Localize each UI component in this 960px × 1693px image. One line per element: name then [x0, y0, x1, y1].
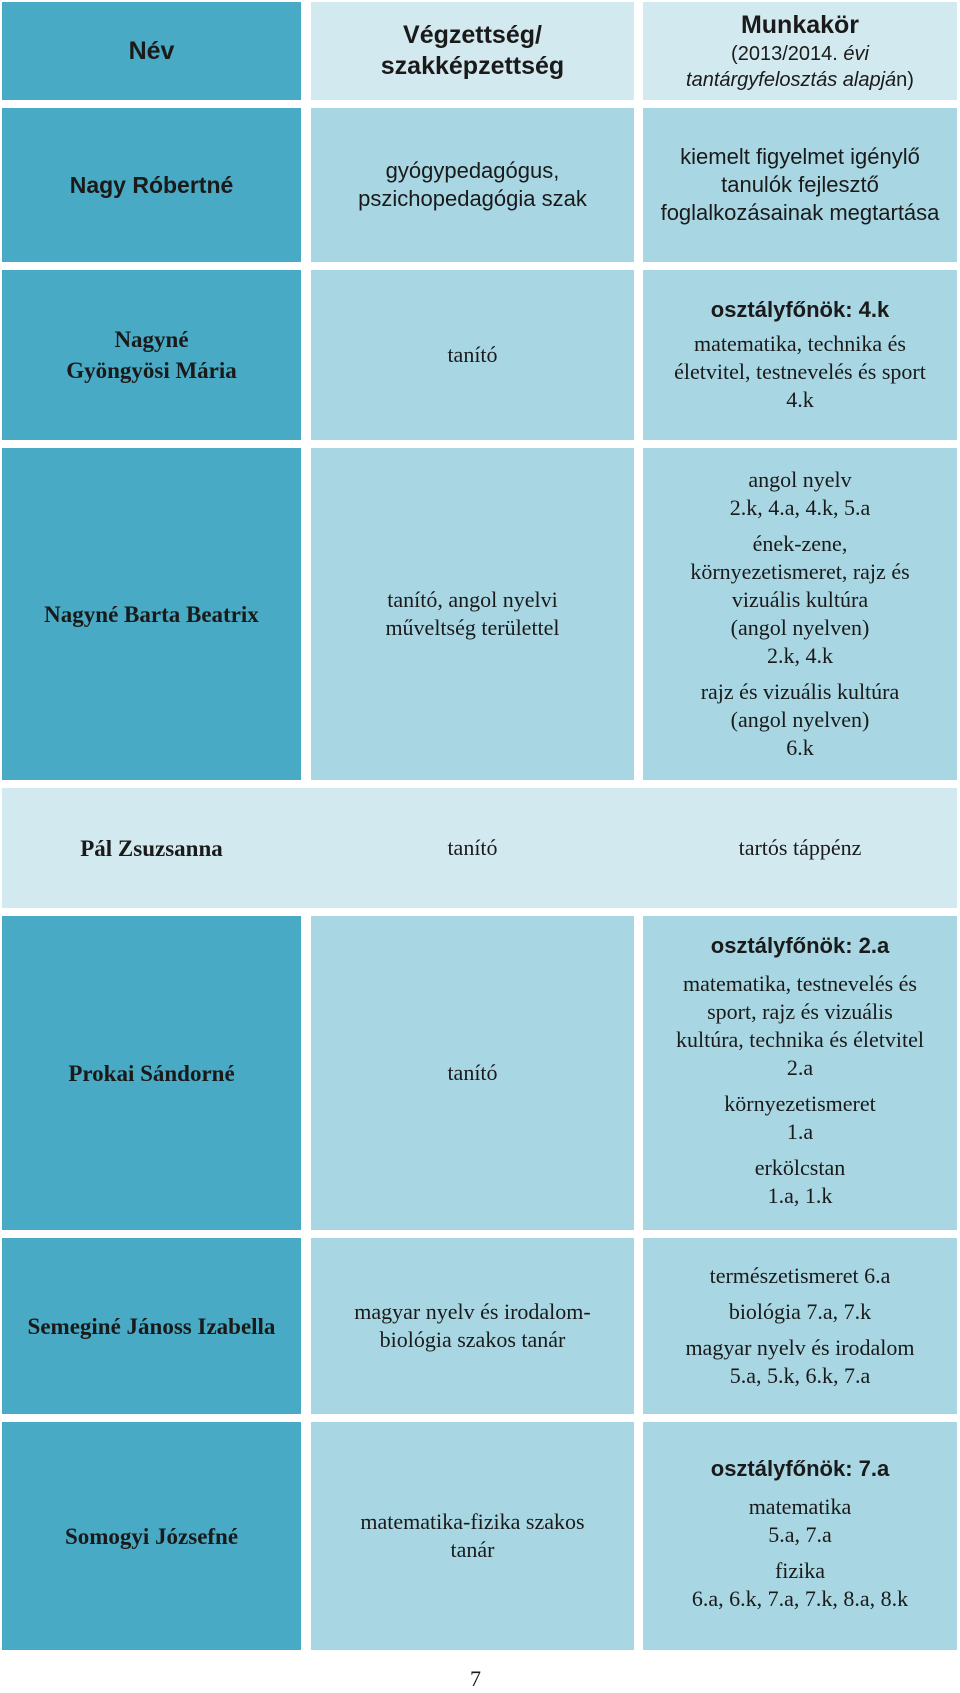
header-job-cell	[643, 2, 957, 100]
row2-job-line3: 4.k	[786, 387, 814, 412]
row3-job2-line1: ének-zene,	[752, 531, 848, 556]
row7-qualification-cell	[311, 1422, 634, 1650]
row5-job-cell	[643, 916, 957, 1230]
row2-job-line2: életvitel, testnevelés és sport	[674, 359, 926, 384]
row3-job2-line5: 2.k, 4.k	[767, 643, 833, 668]
page-number: 7	[470, 1666, 481, 1691]
row5-job3-line2: 1.a, 1.k	[767, 1183, 833, 1208]
row2-name-cell	[2, 270, 301, 440]
row6-job1: természetismeret 6.a	[709, 1263, 891, 1288]
row7-job2-line2: 6.a, 6.k, 7.a, 7.k, 8.a, 8.k	[691, 1586, 909, 1611]
row3-job-block2	[690, 530, 909, 670]
row4-name-cell	[2, 788, 301, 908]
row6-name-cell	[2, 1238, 301, 1414]
row3-name-cell	[2, 448, 301, 780]
row3-qual-line1: tanító, angol nyelvi	[387, 587, 558, 612]
row3-job3-line3: 6.k	[786, 735, 814, 760]
row3-job2-line2: környezetismeret, rajz és	[690, 559, 910, 584]
row4-qual: tanító	[447, 835, 498, 860]
row4-job-cell	[643, 788, 957, 908]
row7-job2-line1: fizika	[774, 1558, 826, 1583]
row3-job-block1	[730, 466, 871, 522]
row6-job-block3	[685, 1334, 914, 1390]
row1-qual-line2: pszichopedagógia szak	[358, 186, 587, 211]
row2-job-cell	[643, 270, 957, 440]
row5-job-block2	[724, 1090, 876, 1146]
header-job-sub-italic1: évi	[843, 42, 869, 65]
row1-job-line3: foglalkozásainak megtartása	[660, 200, 940, 225]
row3-qual-line2: műveltség területtel	[385, 615, 560, 640]
row7-job-cell	[643, 1422, 957, 1650]
row7-qual-line1: matematika-fizika szakos	[360, 1509, 585, 1534]
row5-job1-line4: 2.a	[786, 1055, 814, 1080]
row5-job1-line2: sport, rajz és vizuális	[707, 999, 893, 1024]
row3-job2-line3: vizuális kultúra	[731, 587, 869, 612]
row4-job: tartós táppénz	[738, 835, 862, 860]
row5-job1-line3: kultúra, technika és életvitel	[675, 1027, 924, 1052]
row5-job3-line1: erkölcstan	[754, 1155, 846, 1180]
row6-qual-line2: biológia szakos tanár	[379, 1327, 566, 1352]
row1-name: Nagy Róbertné	[69, 171, 234, 198]
row6-job-cell	[643, 1238, 957, 1414]
row5-job2-line1: környezetismeret	[724, 1091, 876, 1116]
header-qualification-cell	[311, 2, 634, 100]
row5-qualification-cell	[311, 916, 634, 1230]
row1-job-cell	[643, 108, 957, 262]
row6-qual-line1: magyar nyelv és irodalom-	[354, 1299, 591, 1324]
row1-qualification-cell	[311, 108, 634, 262]
row2-name-line1: Nagyné	[114, 327, 189, 352]
row3-job3-line1: rajz és vizuális kultúra	[700, 679, 900, 704]
header-job-sub-close: n)	[896, 68, 914, 91]
row7-qual-line2: tanár	[450, 1537, 495, 1562]
row6-job3-line2: 5.a, 5.k, 6.k, 7.a	[729, 1363, 871, 1388]
header-qualification-line1: Végzettség/	[403, 21, 542, 49]
row3-job-block3	[701, 678, 900, 762]
row7-job-block2	[692, 1557, 908, 1613]
row1-qual-line1: gyógypedagógus,	[385, 158, 560, 183]
row3-name: Nagyné Barta Beatrix	[44, 601, 259, 627]
row7-name-cell	[2, 1422, 301, 1650]
row3-job1-line2: 2.k, 4.a, 4.k, 5.a	[729, 495, 871, 520]
header-job-title: Munkakör	[740, 10, 860, 39]
row3-job3-line2: (angol nyelven)	[730, 707, 870, 732]
row2-job-line1: matematika, technika és	[694, 331, 906, 356]
row3-qualification-cell	[311, 448, 634, 780]
row5-job1-line1: matematika, testnevelés és	[683, 971, 917, 996]
row5-job2-line2: 1.a	[786, 1119, 814, 1144]
row4-qualification-cell	[311, 788, 634, 908]
header-name: Név	[128, 36, 175, 65]
row5-qual: tanító	[447, 1060, 498, 1085]
row2-qual: tanító	[447, 342, 498, 367]
row4-name: Pál Zsuzsanna	[80, 835, 223, 861]
row1-job-line2: tanulók fejlesztő	[721, 172, 879, 197]
row5-job-block1	[676, 970, 924, 1082]
row1-job-line1: kiemelt figyelmet igénylő	[680, 144, 920, 169]
row6-job2: biológia 7.a, 7.k	[728, 1299, 872, 1324]
row6-qualification-cell	[311, 1238, 634, 1414]
row1-name-cell	[2, 108, 301, 262]
header-qualification-line2: szakképzettség	[380, 52, 565, 80]
row7-name: Somogyi Józsefné	[64, 1523, 239, 1549]
row3-job-cell	[643, 448, 957, 780]
row7-job1-line1: matematika	[748, 1494, 852, 1519]
header-job-sub-italic2: tantárgyfelosztás alapjá	[686, 68, 897, 91]
row7-job-head: osztályfőnök: 7.a	[710, 1456, 890, 1481]
row3-job1-line1: angol nyelv	[748, 467, 852, 492]
row5-name: Prokai Sándorné	[68, 1060, 235, 1086]
row7-job-block1	[749, 1493, 852, 1549]
row6-job3-line1: magyar nyelv és irodalom	[685, 1335, 915, 1360]
row5-job-block3	[755, 1154, 845, 1210]
row5-name-cell	[2, 916, 301, 1230]
header-name-cell	[2, 2, 301, 100]
row5-job-head: osztályfőnök: 2.a	[710, 933, 890, 958]
header-job-sub-open: (2013/2014.	[731, 42, 844, 65]
row3-job2-line4: (angol nyelven)	[730, 615, 870, 640]
row7-job1-line2: 5.a, 7.a	[768, 1522, 832, 1547]
row2-name-line2: Gyöngyösi Mária	[66, 358, 237, 383]
row6-name: Semeginé Jánoss Izabella	[27, 1313, 276, 1339]
row2-qualification-cell	[311, 270, 634, 440]
row2-job-head: osztályfőnök: 4.k	[710, 297, 890, 322]
